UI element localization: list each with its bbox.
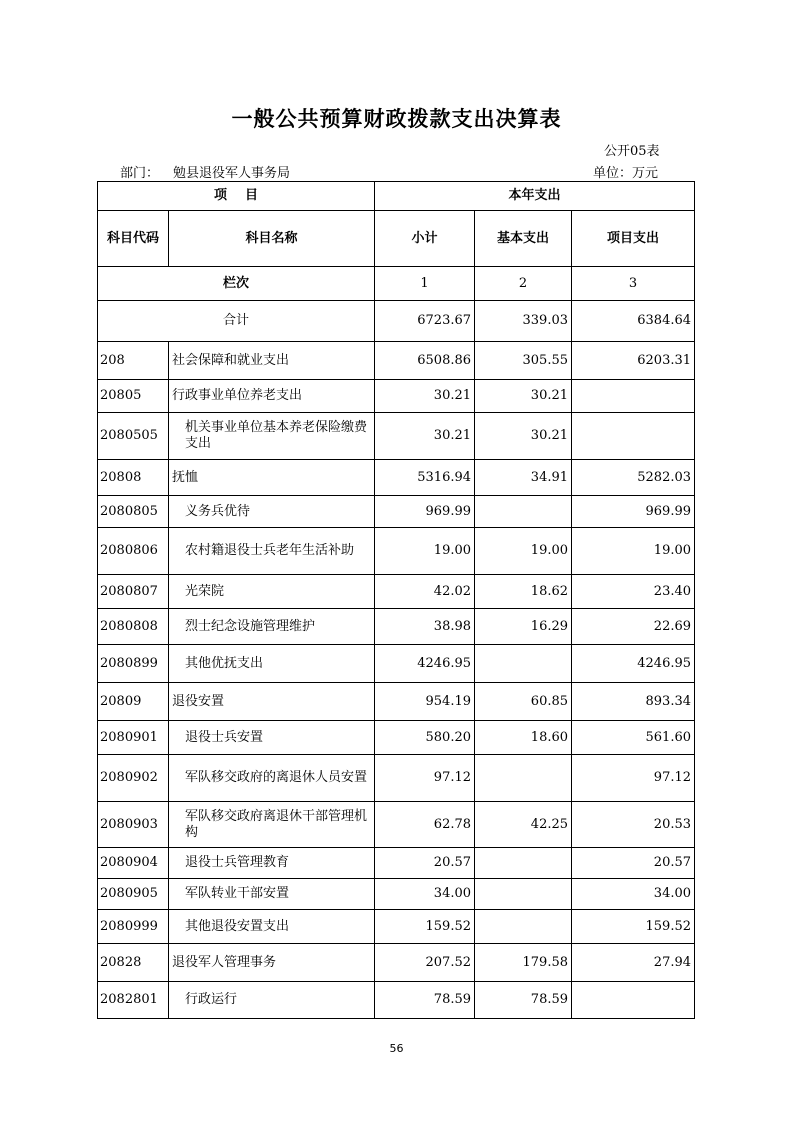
- row-basic: 42.25: [475, 802, 572, 848]
- row-code: 2080808: [98, 609, 169, 645]
- department-line: [120, 162, 290, 181]
- header-row-2: [98, 211, 695, 267]
- row-subtotal: 4246.95: [375, 645, 475, 683]
- total-basic: 339.03: [475, 301, 572, 342]
- row-subtotal: 42.02: [375, 575, 475, 609]
- row-code: 2080805: [98, 496, 169, 528]
- row-name: 退役安置: [169, 683, 375, 721]
- row-code: 2080903: [98, 802, 169, 848]
- row-subtotal: 62.78: [375, 802, 475, 848]
- row-basic: 34.91: [475, 460, 572, 496]
- row-code: 208: [98, 342, 169, 380]
- row-name: 抚恤: [169, 460, 375, 496]
- row-subtotal: 97.12: [375, 755, 475, 802]
- total-row: [98, 301, 695, 342]
- row-name: 机关事业单位基本养老保险缴费支出: [169, 413, 375, 460]
- row-subtotal: 207.52: [375, 944, 475, 982]
- row-basic: 30.21: [475, 380, 572, 413]
- table-row: [98, 609, 695, 645]
- header-row-1: [98, 182, 695, 211]
- row-project: 22.69: [572, 609, 695, 645]
- column-number-row: [98, 267, 695, 301]
- page-number: 56: [389, 1042, 404, 1055]
- total-subtotal: 6723.67: [375, 301, 475, 342]
- row-name: 社会保障和就业支出: [169, 342, 375, 380]
- row-subtotal: 954.19: [375, 683, 475, 721]
- table-row: [98, 755, 695, 802]
- row-project: 27.94: [572, 944, 695, 982]
- header-subtotal: 小计: [375, 211, 475, 267]
- row-project: 5282.03: [572, 460, 695, 496]
- row-code: 2080999: [98, 910, 169, 944]
- row-basic: 18.62: [475, 575, 572, 609]
- page-title: 一般公共预算财政拨款支出决算表: [231, 107, 562, 131]
- table-row: [98, 721, 695, 755]
- row-project: [572, 982, 695, 1019]
- table-row: [98, 944, 695, 982]
- table-row: [98, 879, 695, 910]
- row-project: 159.52: [572, 910, 695, 944]
- row-project: 97.12: [572, 755, 695, 802]
- table-row: [98, 848, 695, 879]
- row-name: 军队移交政府的离退休人员安置: [169, 755, 375, 802]
- row-code: 2080807: [98, 575, 169, 609]
- row-name: 退役军人管理事务: [169, 944, 375, 982]
- row-basic: [475, 879, 572, 910]
- row-code: 2080899: [98, 645, 169, 683]
- row-project: 23.40: [572, 575, 695, 609]
- header-project: 项 目: [98, 182, 375, 211]
- row-code: 20805: [98, 380, 169, 413]
- row-subtotal: 34.00: [375, 879, 475, 910]
- row-project: [572, 413, 695, 460]
- row-code: 20808: [98, 460, 169, 496]
- header-current-year: 本年支出: [375, 182, 695, 211]
- row-basic: [475, 755, 572, 802]
- table-row: [98, 528, 695, 575]
- table-row: [98, 380, 695, 413]
- header-project-expense: 项目支出: [572, 211, 695, 267]
- table-row: [98, 982, 695, 1019]
- table-row: [98, 910, 695, 944]
- row-name: 农村籍退役士兵老年生活补助: [169, 528, 375, 575]
- row-name: 退役士兵安置: [169, 721, 375, 755]
- department-name: 勉县退役军人事务局: [173, 166, 291, 181]
- row-basic: [475, 496, 572, 528]
- column-3: 3: [572, 267, 695, 301]
- row-basic: 179.58: [475, 944, 572, 982]
- form-number: 公开05表: [604, 144, 660, 159]
- row-basic: 30.21: [475, 413, 572, 460]
- row-subtotal: 969.99: [375, 496, 475, 528]
- row-project: 20.57: [572, 848, 695, 879]
- header-basic: 基本支出: [475, 211, 572, 267]
- row-basic: 19.00: [475, 528, 572, 575]
- expenditure-table: [97, 181, 695, 1019]
- table-row: [98, 645, 695, 683]
- row-subtotal: 6508.86: [375, 342, 475, 380]
- row-subtotal: 38.98: [375, 609, 475, 645]
- row-name: 义务兵优待: [169, 496, 375, 528]
- row-subtotal: 159.52: [375, 910, 475, 944]
- row-project: 34.00: [572, 879, 695, 910]
- table-row: [98, 460, 695, 496]
- department-label: 部门：: [120, 166, 160, 181]
- row-subtotal: 20.57: [375, 848, 475, 879]
- table-row: [98, 413, 695, 460]
- row-name: 军队转业干部安置: [169, 879, 375, 910]
- column-1: 1: [375, 267, 475, 301]
- row-basic: 78.59: [475, 982, 572, 1019]
- row-basic: 60.85: [475, 683, 572, 721]
- row-name: 退役士兵管理教育: [169, 848, 375, 879]
- table-row: [98, 496, 695, 528]
- row-subtotal: 30.21: [375, 380, 475, 413]
- row-code: 2080901: [98, 721, 169, 755]
- row-name: 其他优抚支出: [169, 645, 375, 683]
- total-project: 6384.64: [572, 301, 695, 342]
- row-project: 20.53: [572, 802, 695, 848]
- table-row: [98, 802, 695, 848]
- row-basic: [475, 910, 572, 944]
- row-code: 2080902: [98, 755, 169, 802]
- column-2: 2: [475, 267, 572, 301]
- row-basic: 305.55: [475, 342, 572, 380]
- row-code: 2080905: [98, 879, 169, 910]
- row-project: 19.00: [572, 528, 695, 575]
- row-code: 2080904: [98, 848, 169, 879]
- row-subtotal: 78.59: [375, 982, 475, 1019]
- row-project: 4246.95: [572, 645, 695, 683]
- row-project: [572, 380, 695, 413]
- row-project: 561.60: [572, 721, 695, 755]
- row-code: 2080806: [98, 528, 169, 575]
- table-row: [98, 683, 695, 721]
- unit-label: 单位：万元: [593, 166, 659, 181]
- row-subtotal: 30.21: [375, 413, 475, 460]
- row-subtotal: 580.20: [375, 721, 475, 755]
- row-code: 2080505: [98, 413, 169, 460]
- row-basic: 16.29: [475, 609, 572, 645]
- row-basic: 18.60: [475, 721, 572, 755]
- row-subtotal: 19.00: [375, 528, 475, 575]
- row-code: 20828: [98, 944, 169, 982]
- table-row: [98, 342, 695, 380]
- header-name: 科目名称: [169, 211, 375, 267]
- row-subtotal: 5316.94: [375, 460, 475, 496]
- row-project: 969.99: [572, 496, 695, 528]
- row-code: 2082801: [98, 982, 169, 1019]
- column-row-label: 栏次: [98, 267, 375, 301]
- row-name: 行政运行: [169, 982, 375, 1019]
- row-name: 其他退役安置支出: [169, 910, 375, 944]
- row-project: 893.34: [572, 683, 695, 721]
- row-basic: [475, 645, 572, 683]
- row-name: 军队移交政府离退休干部管理机构: [169, 802, 375, 848]
- row-name: 烈士纪念设施管理维护: [169, 609, 375, 645]
- row-name: 行政事业单位养老支出: [169, 380, 375, 413]
- row-name: 光荣院: [169, 575, 375, 609]
- row-basic: [475, 848, 572, 879]
- row-project: 6203.31: [572, 342, 695, 380]
- header-code: 科目代码: [98, 211, 169, 267]
- row-code: 20809: [98, 683, 169, 721]
- total-label: 合计: [98, 301, 375, 342]
- table-row: [98, 575, 695, 609]
